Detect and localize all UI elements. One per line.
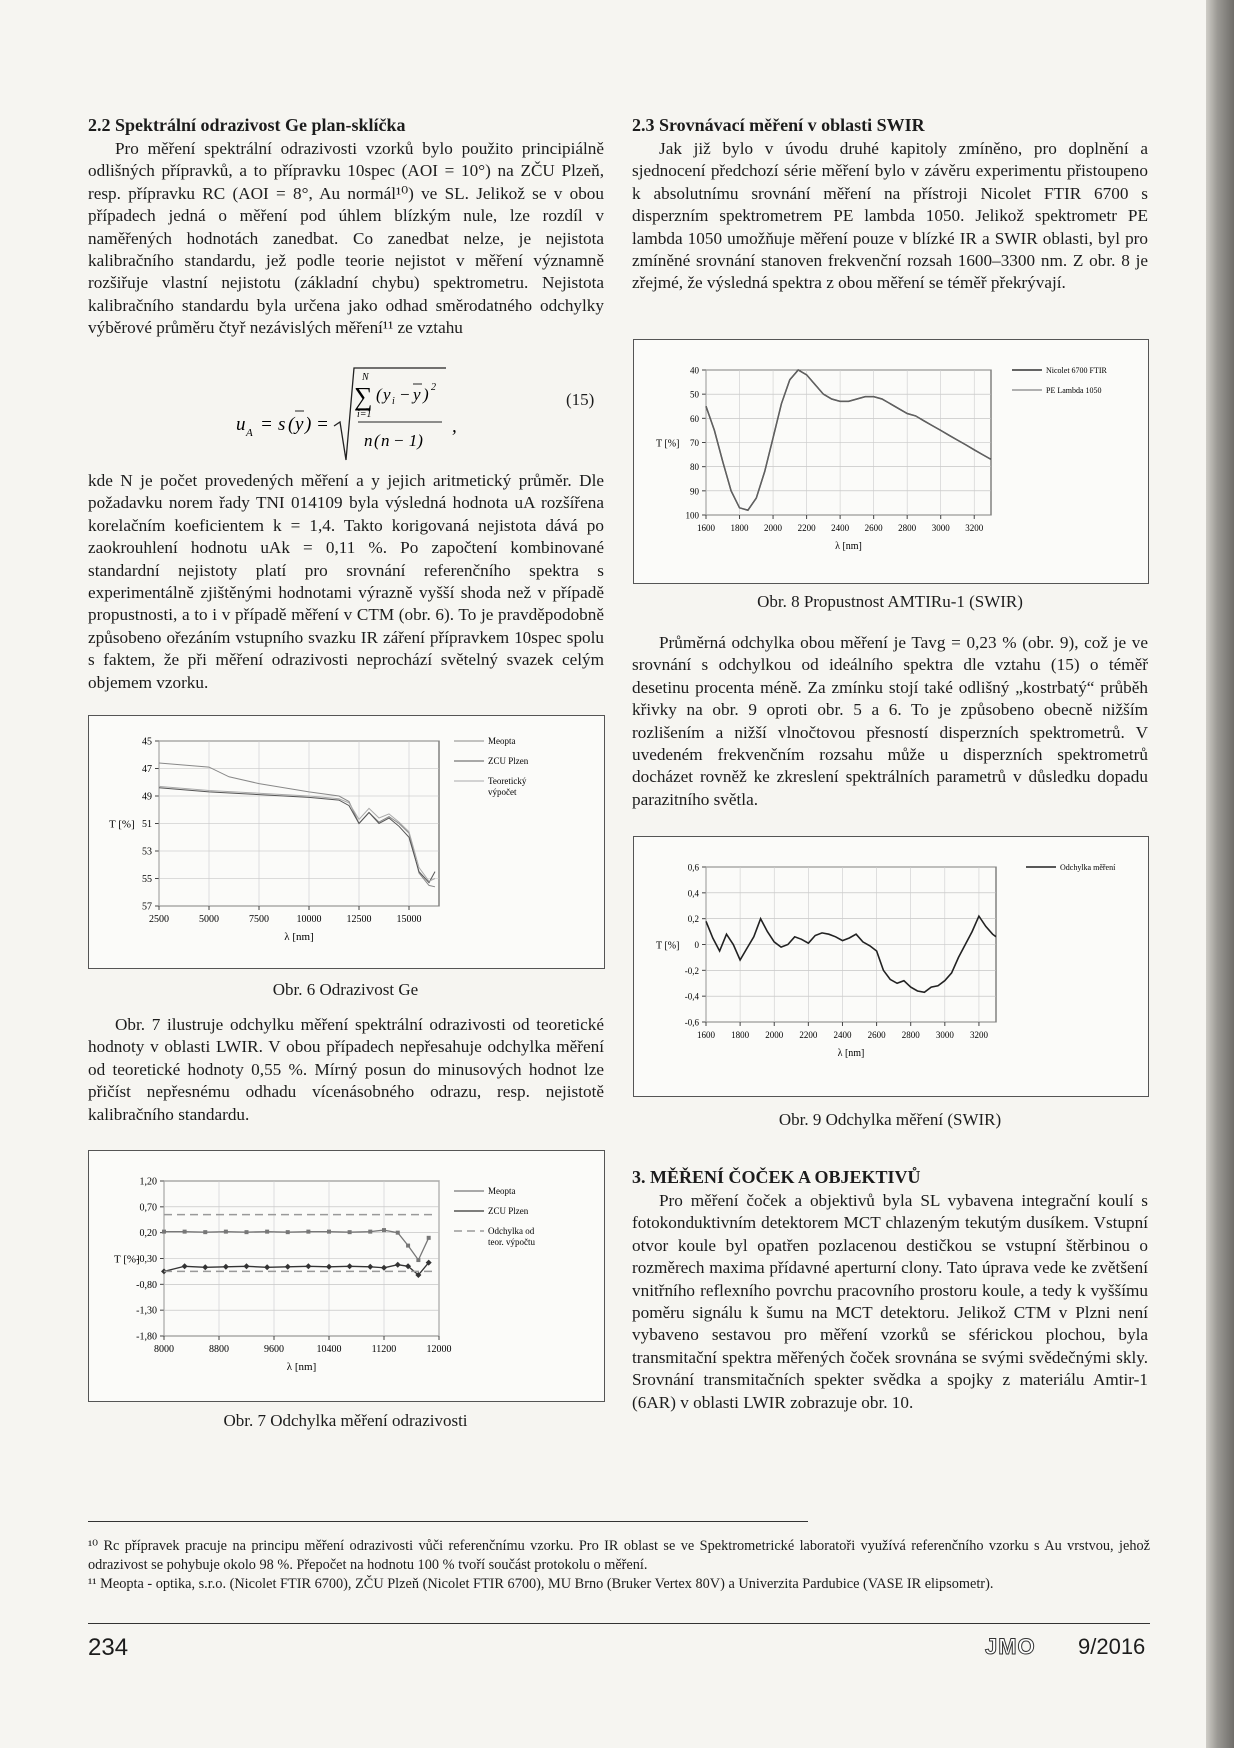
- section-2-2-heading: 2.2 Spektrální odrazivost Ge plan-sklíčka: [88, 115, 406, 135]
- paragraph-average-deviation: Průměrná odchylka obou měření je Tavg = 0,23 % (obr. 9), což je ve srovnání s odchylkou od ideálního spektra dle vztahu (15) o téměř desetinu procenta méně. Za zmínku stojí také odlišný „kostrbatý“ průběh křivky na obr. 9 oproti obr. 5 a 6. To je způsobeno obecně nižším rozlišením a nižší vlnočtovou přesností disperzních spektrometrů. V uvedeném frekvenčním rozsahu může u disperzních spektrometrů docházet rovněž ke zkreslení spektrálních parametrů v důsledku dopadu parazitního světla.: [632, 633, 1148, 809]
- x-tick-label: 8000: [154, 1344, 174, 1355]
- legend-label: PE Lambda 1050: [1046, 386, 1102, 395]
- data-point: [395, 1262, 401, 1268]
- data-point: [368, 1230, 372, 1234]
- x-tick-label: 1800: [731, 1030, 750, 1040]
- legend-label: ZCU Plzen: [488, 756, 529, 766]
- legend-label: výpočet: [488, 787, 517, 797]
- y-tick-label: 60: [690, 413, 699, 424]
- footnote-11: ¹¹ Meopta - optika, s.r.o. (Nicolet FTIR 6700), ZČU Plzeň (Nicolet FTIR 6700), MU Brno (Bruker Vertex 80V) a Univerzita Pardubice (VASE IR elipsometr).: [88, 1576, 994, 1592]
- data-point: [326, 1264, 332, 1270]
- figure-6-caption: Obr. 6 Odrazivost Ge: [272, 980, 419, 999]
- x-tick-label: 9600: [264, 1344, 284, 1355]
- y-tick-label: 57: [142, 901, 152, 913]
- svg-text:y: y: [383, 385, 391, 404]
- x-axis-label: λ [nm]: [286, 1361, 317, 1373]
- svg-text:(: (: [376, 385, 382, 404]
- figure-9-chart: [634, 837, 1148, 1096]
- left-column-low: [88, 1014, 604, 1126]
- data-point: [202, 1264, 208, 1270]
- y-tick-label: 0,4: [687, 888, 699, 899]
- x-tick-label: 3200: [965, 523, 984, 533]
- y-tick-label: 55: [142, 874, 152, 885]
- data-point: [305, 1263, 311, 1269]
- equation-graphic: [236, 360, 606, 470]
- data-point: [182, 1263, 188, 1269]
- x-tick-label: 2000: [765, 1030, 784, 1040]
- left-column-mid: [88, 470, 604, 694]
- data-point: [245, 1230, 249, 1234]
- y-tick-label: 1,20: [139, 1176, 157, 1188]
- legend-label: Odchylka měření: [1060, 863, 1116, 872]
- x-tick-label: 11200: [371, 1344, 397, 1355]
- y-tick-label: -0,4: [684, 991, 699, 1002]
- footnote-rule: [88, 1521, 808, 1522]
- x-tick-label: 15000: [396, 914, 422, 925]
- x-tick-label: 2600: [867, 1030, 886, 1040]
- data-point: [162, 1230, 166, 1234]
- figure-7-chart: [89, 1151, 604, 1401]
- x-tick-label: 1600: [697, 1030, 715, 1040]
- x-tick-label: 3200: [969, 1030, 988, 1040]
- series-line-2: [159, 788, 435, 883]
- svg-text:y: y: [295, 414, 304, 435]
- data-point: [286, 1230, 290, 1234]
- y-tick-label: -1,30: [136, 1305, 157, 1317]
- y-axis-label: T [%]: [656, 940, 680, 952]
- y-tick-label: -0,80: [136, 1279, 157, 1291]
- x-tick-label: 12500: [346, 914, 372, 925]
- y-tick-label: 0,20: [139, 1228, 157, 1240]
- x-tick-label: 2200: [797, 523, 816, 533]
- x-axis-label: λ [nm]: [835, 541, 862, 552]
- paragraph-uncertainty: kde N je počet provedených měření a y jejich aritmetický průměr. Dle požadavku norem řady TNI 014109 byla výsledná hodnota uA rozšířena korelačním koeficientem k = 1,4. Takto korigovaná nejistota dává po zaokrouhlení hodnotu uAk = 0,11 %. Po započtení kombinované standardní nejistoty platí pro srovnání referenčního spektra s experimentálně zjištěnými hodnotami výrazně vyšší shoda než v případě propustnosti, a to i v případě měření v CTM (obr. 6). To je pravděpodobně způsobeno ořezáním vstupního svazku IR záření přípravkem 10spec spolu s faktem, že při měření odrazivosti neprochází světelný svazek celým objemem vzorku.: [88, 471, 604, 692]
- data-point: [382, 1228, 386, 1232]
- svg-text:∑: ∑: [354, 382, 373, 411]
- data-point: [183, 1230, 187, 1234]
- svg-text:y: y: [413, 385, 421, 404]
- y-tick-label: 70: [690, 438, 699, 448]
- x-tick-label: 8800: [209, 1344, 229, 1355]
- figure-8-box: [633, 339, 1149, 584]
- y-tick-label: 0: [694, 940, 699, 950]
- series-line-1: [164, 1230, 429, 1260]
- svg-text:u: u: [236, 414, 246, 435]
- x-tick-label: 10400: [316, 1344, 342, 1355]
- x-tick-label: 2600: [864, 523, 883, 533]
- y-tick-label: 80: [690, 462, 699, 473]
- data-point: [306, 1230, 310, 1234]
- series-line-1: [706, 916, 996, 992]
- svg-text:i=1: i=1: [357, 409, 372, 420]
- y-tick-label: 0,70: [139, 1202, 157, 1214]
- y-tick-label: -0,2: [684, 965, 699, 976]
- left-column-top: [88, 114, 604, 340]
- figure-6-box: [88, 715, 605, 969]
- issue-number: 9/2016: [1078, 1634, 1146, 1659]
- y-tick-label: 51: [142, 819, 152, 830]
- figure-7-caption: Obr. 7 Odchylka měření odrazivosti: [223, 1411, 468, 1430]
- data-point: [285, 1264, 291, 1270]
- y-tick-label: 45: [142, 736, 152, 748]
- svg-text:s: s: [278, 414, 286, 435]
- y-tick-label: 90: [690, 486, 699, 497]
- y-tick-label: 0,6: [687, 862, 699, 873]
- x-tick-label: 2000: [764, 523, 783, 533]
- series-line-1: [159, 763, 435, 887]
- footnote-10: ¹⁰ Rc přípravek pracuje na principu měření odrazivosti vůči referenčnímu vzorku. Pro IR oblast se ve Spektrometrické laboratoři využívá referenčního vzorku s Au vrstvou, jehož odrazivost se pohybuje okolo 98 %. Přepočet na hodnotu 100 % tvoří součást protokolu o měření.: [88, 1538, 1150, 1573]
- legend-label: Teoretický: [488, 776, 527, 786]
- x-tick-label: 7500: [249, 914, 269, 925]
- equation-15: [236, 360, 606, 470]
- legend-label: Meopta: [488, 1186, 516, 1196]
- x-tick-label: 2800: [898, 523, 917, 533]
- right-column-top: [632, 114, 1148, 295]
- data-point: [416, 1258, 420, 1262]
- y-tick-label: 100: [685, 510, 699, 521]
- x-tick-label: 10000: [296, 914, 322, 925]
- y-tick-label: 53: [142, 846, 152, 858]
- data-point: [264, 1264, 270, 1270]
- data-point: [348, 1230, 352, 1234]
- svg-text:2: 2: [431, 382, 436, 393]
- svg-text:A: A: [246, 427, 253, 439]
- data-point: [367, 1264, 373, 1270]
- svg-text:,: ,: [452, 416, 457, 437]
- y-tick-label: 50: [690, 389, 699, 400]
- y-axis-label: T [%]: [114, 1253, 140, 1266]
- data-point: [244, 1263, 250, 1269]
- data-point: [381, 1265, 387, 1271]
- data-point: [203, 1230, 207, 1234]
- y-axis-label: T [%]: [656, 438, 680, 450]
- page-edge-shadow: [1206, 0, 1234, 1748]
- series-line-2: [706, 370, 991, 510]
- series-line-3: [159, 786, 435, 881]
- svg-text:n: n: [364, 431, 373, 450]
- section-2-3-heading: 2.3 Srovnávací měření v oblasti SWIR: [632, 115, 925, 135]
- x-axis-label: λ [nm]: [837, 1048, 865, 1059]
- data-point: [265, 1230, 269, 1234]
- x-tick-label: 2400: [831, 523, 850, 533]
- paragraph-2-2-intro: Pro měření spektrální odrazivosti vzorků bylo použito principiálně odlišných přípravků, a to přípravku 10spec (AOI = 10°) na ZČU Plzeň, resp. přípravku RC (AOI = 8°, Au normál¹⁰) ve SL. Jelikož se v obou případech jedná o měření pod úhlem blízkým nule, lze rozdíl v naměřených hodnotách zanedbat. Co zanedbat nelze, je nejistota kalibračního standardu, jež podle teorie nejistot v měření významně rozšiřuje vlastní nejistotu (základní chybu) spektrometru. Nejistota kalibračního standardu byla určena jako odhad směrodatného odchylky výběrové průměru čtyř nezávislých měření¹¹ ze vztahu: [88, 139, 604, 338]
- x-tick-label: 2500: [149, 914, 169, 925]
- footer-rule: [88, 1623, 1150, 1624]
- x-tick-label: 5000: [199, 914, 219, 925]
- footnotes: [88, 1537, 1150, 1594]
- y-tick-label: -0,6: [684, 1017, 699, 1028]
- data-point: [327, 1230, 331, 1234]
- svg-text:N: N: [362, 372, 369, 383]
- section-3-heading: 3. MĚŘENÍ ČOČEK A OBJEKTIVŮ: [632, 1167, 921, 1187]
- svg-text:=: =: [260, 414, 273, 435]
- x-tick-label: 3000: [935, 1030, 954, 1040]
- series-line-2: [164, 1263, 429, 1275]
- right-column-mid: [632, 632, 1148, 811]
- legend-label: Nicolet 6700 FTIR: [1046, 366, 1107, 375]
- data-point: [427, 1236, 431, 1240]
- legend-label: Meopta: [488, 736, 516, 746]
- legend-label: Odchylka od: [488, 1226, 535, 1236]
- right-column-low: [632, 1166, 1148, 1414]
- y-tick-label: 49: [142, 791, 152, 803]
- x-tick-label: 2200: [799, 1030, 818, 1040]
- y-tick-label: -1,80: [136, 1331, 157, 1343]
- x-tick-label: 2800: [901, 1030, 920, 1040]
- series-line-1: [706, 370, 991, 510]
- data-point: [223, 1264, 229, 1270]
- x-tick-label: 1600: [697, 523, 715, 533]
- x-axis-label: λ [nm]: [284, 931, 314, 943]
- y-tick-label: 0,2: [687, 914, 699, 925]
- svg-text:(: (: [288, 414, 295, 435]
- page-number: 234: [88, 1634, 129, 1661]
- figure-9-box: [633, 836, 1149, 1097]
- svg-text:): ): [423, 385, 429, 404]
- figure-8-chart: [634, 340, 1148, 583]
- paragraph-2-3-intro: Jak již bylo v úvodu druhé kapitoly zmíněno, pro doplnění a sjednocení předchozí série měření bylo v závěru experimentu přistoupeno k absolutnímu srovnání měření na přístroji Nicolet FTIR 6700 s disperzním spektrometrem PE lambda 1050. Jelikož spektrometr PE lambda 1050 umožňuje měření pouze v blízké IR a SWIR oblasti, byl pro zmíněné srovnání stanoven frekvenční rozsah 1600–3300 nm. Z obr. 8 je zřejmé, že výsledná spektra z obou měření se téměř překrývají.: [632, 139, 1148, 293]
- equation-number: (15): [566, 390, 595, 409]
- figure-8-caption: Obr. 8 Propustnost AMTIRu-1 (SWIR): [757, 592, 1023, 611]
- svg-text:n: n: [381, 431, 390, 450]
- legend-label: ZCU Plzen: [488, 1206, 529, 1216]
- svg-text:− 1): − 1): [393, 431, 423, 450]
- figure-7-box: [88, 1150, 605, 1402]
- y-tick-label: 40: [690, 365, 699, 376]
- figure-6-chart: [89, 716, 604, 968]
- x-tick-label: 3000: [931, 523, 950, 533]
- y-tick-label: -0,30: [136, 1254, 157, 1265]
- data-point: [224, 1230, 228, 1234]
- y-tick-label: 47: [142, 764, 152, 775]
- data-point: [347, 1263, 353, 1269]
- svg-text:=: =: [316, 414, 329, 435]
- data-point: [406, 1244, 410, 1248]
- data-point: [396, 1231, 400, 1235]
- paragraph-fig7-text: Obr. 7 ilustruje odchylku měření spektrální odrazivosti od teoretické hodnoty v oblasti LWIR. V obou případech nepřesahuje odchylka měření od teoretické hodnoty 0,55 %. Mírný posun do minusových hodnot lze přičíst nepřesnému odhadu vícenásobného odrazu, resp. nejistotě kalibračního standardu.: [88, 1015, 604, 1124]
- svg-text:−: −: [399, 385, 411, 404]
- svg-text:(: (: [374, 431, 380, 450]
- x-tick-label: 12000: [426, 1344, 452, 1355]
- svg-text:i: i: [392, 396, 395, 407]
- journal-logo: JMO: [985, 1634, 1036, 1659]
- x-tick-label: 1800: [730, 523, 749, 533]
- y-axis-label: T [%]: [109, 818, 135, 831]
- x-tick-label: 2400: [833, 1030, 852, 1040]
- figure-9-caption: Obr. 9 Odchylka měření (SWIR): [778, 1110, 1002, 1129]
- legend-label: teor. výpočtu: [488, 1237, 535, 1247]
- svg-text:): ): [305, 414, 312, 435]
- paragraph-lenses: Pro měření čoček a objektivů byla SL vybavena integrační koulí s fotokonduktivním detektorem MCT chlazeným tekutým dusíkem. Vstupní otvor koule byl opatřen pozlacenou destičkou se vstupní štěrbinou o rozměrech maxima přídavné aperturní clony. Tato úprava vede ke zvětšení vnitřního reflexního povrchu pracovního prostoru koule, a tedy k vyššímu poměru signálu k šumu na MCT detektoru. Jelikož CTM v Plzni není vybaveno sestavou pro měření vzorků se sférickou plochou, byla transmitační spektra měřených čoček srovnána se svými svědečnými skly. Srovnání transmitačních spekter svědka a spojky z materiálu Amtir-1 (6AR) v oblasti LWIR zobrazuje obr. 10.: [632, 1191, 1148, 1412]
